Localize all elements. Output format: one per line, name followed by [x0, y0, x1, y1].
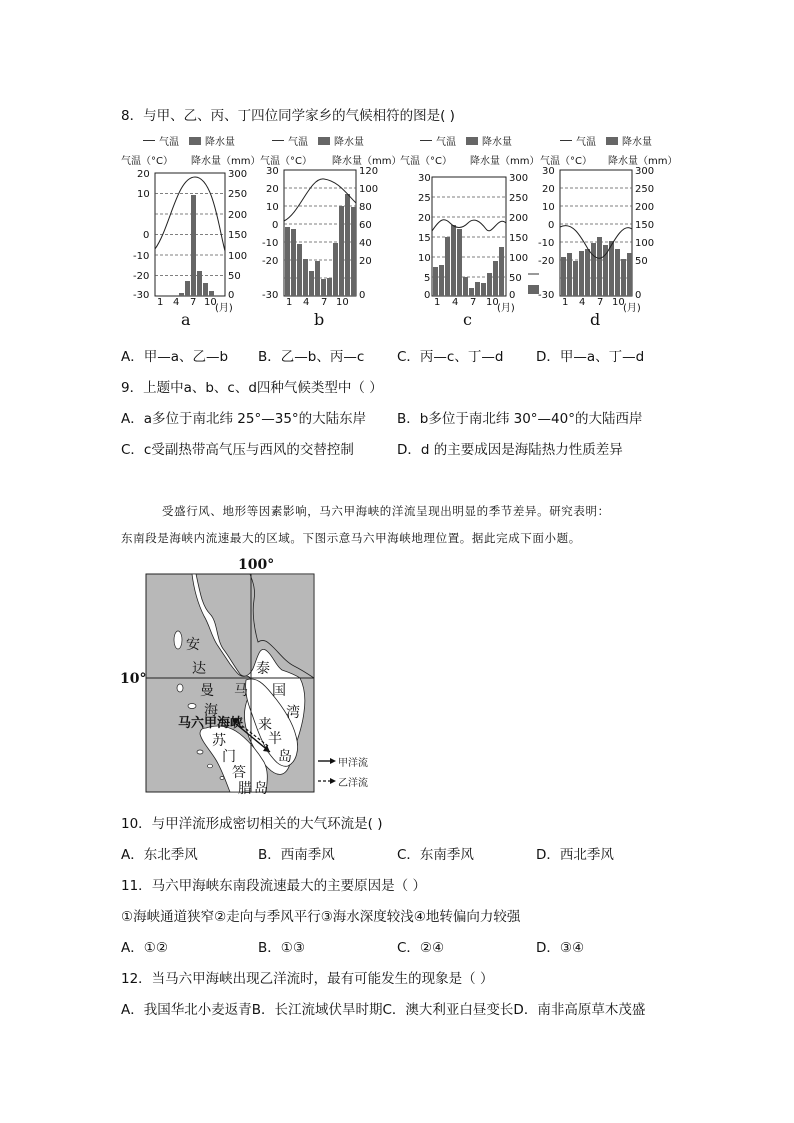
climate-chart-b: 气温 降水量 气温（°C） 降水量（mm） 30 20 10 0 -10 -20 -30 120 100 80 60 40 20 0 1 4 7 10 b [260, 133, 400, 333]
q9-option-a[interactable]: A．a多位于南北纬 25°—35°的大陆东岸 [121, 411, 367, 427]
map-label-dao2: 岛 [254, 781, 268, 797]
map-label-da: 达 [192, 661, 206, 677]
latitude-label: 10° [120, 671, 147, 687]
map-label-men: 门 [222, 749, 236, 765]
map-label-lai: 来 [258, 717, 272, 733]
q8-option-d[interactable]: D．甲—a、丁—d [536, 349, 645, 365]
climate-chart-d: 气温 降水量 气温（°C） 降水量（mm） 30 20 10 0 -10 -20 -30 300 250 200 150 100 50 0 1 4 7 10 (月) d [538, 133, 688, 333]
chart-legend: 气温 降水量 [420, 133, 512, 148]
q9-option-b[interactable]: B．b多位于南北纬 30°—40°的大陆西岸 [397, 411, 643, 427]
map-label-la: 腊 [238, 781, 252, 797]
q9-option-c[interactable]: C．c受副热带高气压与西风的交替控制 [121, 442, 354, 458]
q9-option-d[interactable]: D．d 的主要成因是海陆热力性质差异 [397, 442, 623, 458]
q12-options[interactable]: A．我国华北小麦返青B．长江流域伏旱时期C．澳大利亚白昼变长D．南非高原草木茂盛 [121, 1002, 646, 1018]
precip-axis-label: 降水量（mm） [191, 156, 261, 167]
chart-label-d: d [590, 310, 601, 329]
map-label-ban: 半 [268, 731, 282, 747]
q10-stem: 10．与甲洋流形成密切相关的大气环流是( ) [121, 816, 383, 832]
climate-chart-c: 气温 降水量 气温（°C） 降水量（mm） 30 25 20 15 10 5 0 300 250 200 150 100 50 0 1 4 7 10 (月) c [400, 133, 550, 333]
q8-stem: 8．与甲、乙、丙、丁四位同学家乡的气候相符的图是( ) [121, 108, 455, 124]
map-label-su: 苏 [212, 733, 226, 749]
chart-label-a: a [181, 310, 191, 329]
longitude-label: 100° [238, 557, 275, 573]
q8-option-c[interactable]: C．丙—c、丁—d [397, 349, 504, 365]
q11-option-c[interactable]: C．②④ [397, 940, 445, 956]
q10-option-b[interactable]: B．西南季风 [258, 847, 335, 863]
q11-option-b[interactable]: B．①③ [258, 940, 305, 956]
temp-axis-label: 气温（°C） [400, 156, 452, 167]
q8-option-a[interactable]: A．甲—a、乙—b [121, 349, 229, 365]
temp-axis-label: 气温（°C） [540, 156, 592, 167]
legend-current-b: 乙洋流 [338, 778, 368, 789]
climate-chart-a: 气温 降水量 气温（°C） 降水量（mm） 20 10 0 -10 -20 -30 300 250 200 150 100 50 0 1 4 7 10 (月) a [115, 133, 255, 333]
q11-items: ①海峡通道狭窄②走向与季风平行③海水深度较浅④地转偏向力较强 [121, 909, 521, 925]
map-label-strait: 马六甲海峡 [178, 716, 244, 731]
passage-line-1: 受盛行风、地形等因素影响，马六甲海峡的洋流呈现出明显的季节差异。研究表明： [162, 504, 610, 518]
q11-option-a[interactable]: A．①② [121, 940, 168, 956]
q11-stem: 11．马六甲海峡东南段流速最大的主要原因是（ ） [121, 878, 426, 894]
map-label-da2: 答 [232, 765, 246, 781]
q8-option-b[interactable]: B．乙—b、丙—c [258, 349, 365, 365]
q9-stem: 9．上题中a、b、c、d四种气候类型中（ ） [121, 380, 383, 396]
chart-legend: 气温 降水量 [272, 133, 364, 148]
map-label-ma: 马 [234, 683, 248, 699]
climate-chart-b-plot [260, 133, 400, 333]
q10-option-a[interactable]: A．东北季风 [121, 847, 198, 863]
map-label-guo: 国 [272, 683, 286, 699]
q10-option-d[interactable]: D．西北季风 [536, 847, 614, 863]
chart-label-b: b [314, 310, 325, 329]
q11-option-d[interactable]: D．③④ [536, 940, 585, 956]
chart-legend: 气温 降水量 [560, 133, 652, 148]
map-label-man: 曼 [200, 683, 214, 699]
q12-stem: 12．当马六甲海峡出现乙洋流时，最有可能发生的现象是（ ） [121, 971, 494, 987]
map-label-dao: 岛 [278, 749, 292, 765]
precip-axis-label: 降水量（mm） [608, 156, 678, 167]
chart-legend: 气温 降水量 [143, 133, 235, 148]
legend-current-a: 甲洋流 [338, 758, 368, 769]
temp-axis-label: 气温（°C） [121, 156, 173, 167]
passage-line-2: 东南段是海峡内流速最大的区域。下图示意马六甲海峡地理位置。据此完成下面小题。 [121, 531, 581, 545]
precip-axis-label: 降水量（mm） [470, 156, 540, 167]
map-label-an: 安 [186, 637, 200, 653]
chart-label-c: c [463, 310, 472, 329]
malacca-strait-map [118, 556, 378, 796]
map-label-hai: 海 [204, 703, 218, 719]
temp-axis-label: 气温（°C） [260, 156, 312, 167]
precip-axis-label: 降水量（mm） [332, 156, 402, 167]
map-label-tai: 泰 [256, 661, 270, 677]
map-label-wan: 湾 [286, 705, 300, 721]
q10-option-c[interactable]: C．东南季风 [397, 847, 474, 863]
